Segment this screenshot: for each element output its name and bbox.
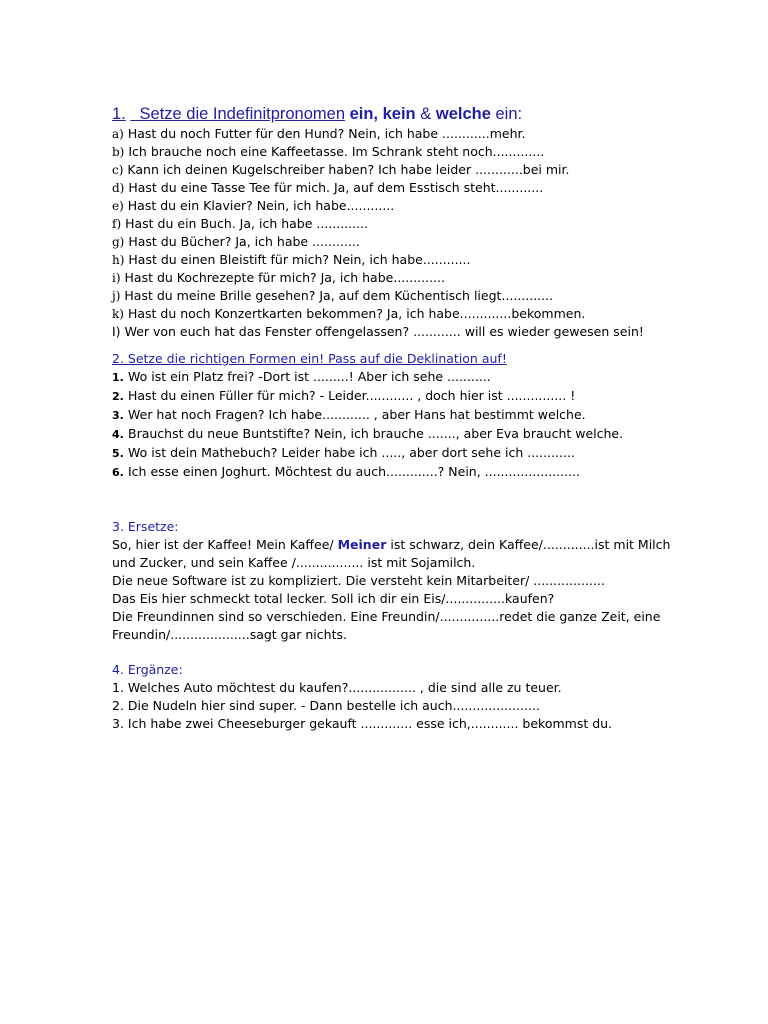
item-letter: I) [112, 324, 121, 339]
item-text: Die Nudeln hier sind super. - Dann bestelle ich auch...................... [127, 698, 540, 713]
list-item [112, 215, 672, 233]
item-number: 5. [112, 447, 124, 460]
item-number: 2. [112, 698, 124, 713]
item-letter: i) [112, 271, 121, 285]
section1-title-w2: kein [382, 105, 416, 123]
section3-heading: 3. Ersetze: [112, 519, 179, 534]
item-letter: d) [112, 181, 125, 195]
item-text: Brauchst du neue Buntstifte? Nein, ich brauche ......., aber Eva braucht welche. [128, 426, 624, 441]
item-text: Wer von euch hat das Fenster offengelassen? ............ will es wieder gewesen sein! [124, 324, 644, 339]
item-text: Wer hat noch Fragen? Ich habe............ , aber Hans hat bestimmt welche. [128, 407, 586, 422]
item-letter: c) [112, 163, 124, 177]
paragraph: Die neue Software ist zu kompliziert. Die versteht kein Mitarbeiter/ .................. [112, 573, 605, 588]
paragraph [112, 536, 672, 572]
item-number: 3. [112, 716, 124, 731]
item-number: 3. [112, 409, 124, 422]
list-item [112, 463, 672, 482]
list-item [112, 368, 672, 387]
item-letter: g) [112, 235, 125, 249]
list-item [112, 406, 672, 425]
item-text: Hast du eine Tasse Tee für mich. Ja, auf dem Esstisch steht............ [128, 180, 544, 195]
item-letter: a) [112, 127, 124, 141]
section1-number: 1. [112, 105, 126, 123]
list-item [112, 125, 672, 143]
item-letter: k) [112, 307, 124, 321]
item-text: Hast du meine Brille gesehen? Ja, auf dem Küchentisch liegt............. [124, 288, 554, 303]
item-letter: j) [112, 289, 121, 303]
section4-heading: 4. Ergänze: [112, 662, 183, 677]
item-letter: h) [112, 253, 125, 267]
item-text: Hast du einen Füller für mich? - Leider............ , doch hier ist ............... ! [128, 388, 576, 403]
paragraph: Das Eis hier schmeckt total lecker. Soll ich dir ein Eis/...............kaufen? [112, 591, 555, 606]
item-text: Ich brauche noch eine Kaffeetasse. Im Schrank steht noch............. [128, 144, 545, 159]
item-text: Hast du noch Konzertkarten bekommen? Ja, ich habe.............bekommen. [127, 306, 586, 321]
p1-pre: So, hier ist der Kaffee! Mein Kaffee/ [112, 537, 334, 552]
section1-title-w3: welche [435, 105, 491, 123]
list-item [112, 233, 672, 251]
item-text: Hast du ein Buch. Ja, ich habe ............. [125, 216, 369, 231]
section3-body [112, 536, 672, 644]
item-text: Welches Auto möchtest du kaufen?................. , die sind alle zu teuer. [127, 680, 562, 695]
item-letter: e) [112, 199, 124, 213]
section1-heading [112, 104, 672, 124]
list-item [112, 697, 672, 715]
item-number: 4. [112, 428, 124, 441]
item-text: Wo ist ein Platz frei? -Dort ist .........! Aber ich sehe ........... [128, 369, 491, 384]
list-item [112, 425, 672, 444]
p1-bold: Meiner [337, 537, 387, 552]
list-item [112, 444, 672, 463]
item-text: Wo ist dein Mathebuch? Leider habe ich ....., aber dort sehe ich ............ [128, 445, 575, 460]
list-item [112, 387, 672, 406]
item-text: Hast du Kochrezepte für mich? Ja, ich habe............. [124, 270, 445, 285]
item-text: Ich habe zwei Cheeseburger gekauft ............. esse ich,............ bekommst du. [127, 716, 613, 731]
item-text: Ich esse einen Joghurt. Möchtest du auch.............? Nein, ........................ [128, 464, 581, 479]
item-letter: b) [112, 145, 125, 159]
section1-title-pre: Setze die Indefinitpronomen [139, 105, 345, 123]
list-item [112, 197, 672, 215]
item-letter: f) [112, 217, 122, 231]
section2-heading: 2. Setze die richtigen Formen ein! Pass auf die Deklination auf! [112, 351, 507, 366]
section1-title-post: ein: [495, 105, 523, 123]
item-number: 1. [112, 371, 124, 384]
list-item [112, 323, 672, 341]
worksheet [112, 104, 672, 733]
item-number: 1. [112, 680, 124, 695]
item-text: Hast du noch Futter für den Hund? Nein, ich habe ............mehr. [127, 126, 526, 141]
section1-list [112, 125, 672, 341]
list-item [112, 287, 672, 305]
paragraph: Die Freundinnen sind so verschieden. Eine Freundin/...............redet die ganze Zeit, eine Freundin/....................sagt gar nichts. [112, 609, 661, 642]
list-item [112, 269, 672, 287]
item-text: Hast du Bücher? Ja, ich habe ............ [128, 234, 360, 249]
p1-post: ist schwarz, dein Kaffee/.............ist mit Milch und Zucker, und sein Kaffee /................. ist mit Sojamilch. [112, 537, 671, 570]
item-number: 6. [112, 466, 124, 479]
list-item [112, 305, 672, 323]
list-item [112, 179, 672, 197]
section4-list [112, 679, 672, 733]
item-number: 2. [112, 390, 124, 403]
item-text: Hast du ein Klavier? Nein, ich habe............ [127, 198, 395, 213]
section1-title-w1: ein, [349, 105, 379, 123]
section1-title-amp: & [420, 105, 432, 123]
list-item [112, 143, 672, 161]
list-item [112, 161, 672, 179]
item-text: Hast du einen Bleistift für mich? Nein, ich habe............ [128, 252, 471, 267]
list-item [112, 679, 672, 697]
list-item [112, 251, 672, 269]
item-text: Kann ich deinen Kugelschreiber haben? Ich habe leider ............bei mir. [127, 162, 570, 177]
section2-list [112, 368, 672, 482]
list-item [112, 715, 672, 733]
